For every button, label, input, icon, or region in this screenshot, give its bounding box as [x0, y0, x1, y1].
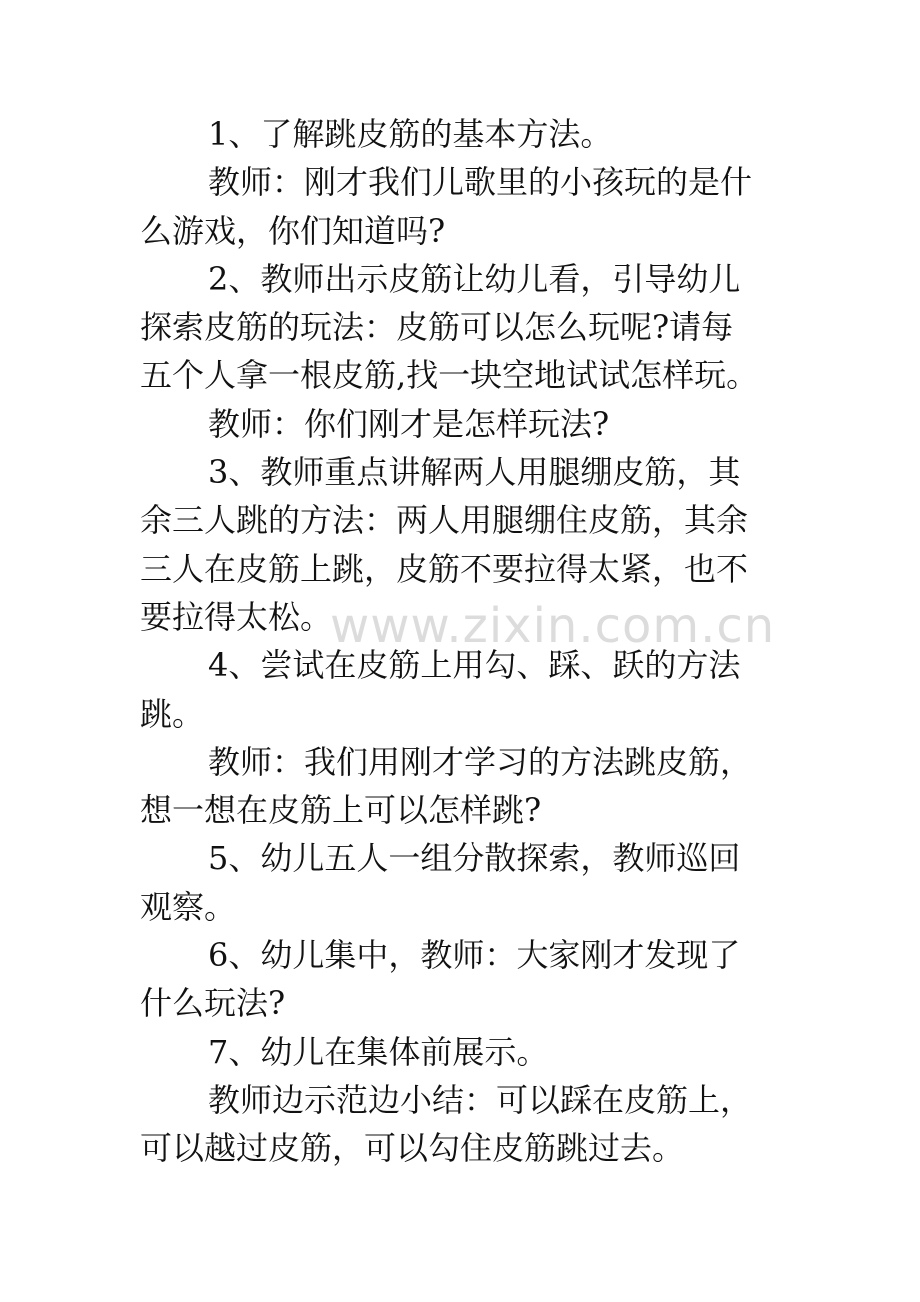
text-line: 教师：你们刚才是怎样玩法? — [208, 404, 610, 443]
text-line: 教师：我们用刚才学习的方法跳皮筋， — [208, 742, 753, 781]
text-line: 要拉得太松。 — [140, 597, 333, 636]
text-line: 什么玩法? — [140, 984, 286, 1023]
text-line: 2、教师出示皮筋让幼儿看，引导幼儿 — [208, 259, 741, 298]
text-line: 5、幼儿五人一组分散探索，教师巡回 — [208, 839, 741, 878]
text-line: 4、尝试在皮筋上用勾、踩、跃的方法 — [208, 646, 741, 685]
text-line: 观察。 — [140, 887, 237, 926]
text-line: 么游戏，你们知道吗? — [140, 211, 446, 250]
text-line: 3、教师重点讲解两人用腿绷皮筋，其 — [208, 453, 741, 492]
text-line: 1、了解跳皮筋的基本方法。 — [208, 115, 613, 153]
text-line: 跳。 — [140, 694, 205, 733]
text-line: 6、幼儿集中，教师：大家刚才发现了 — [208, 936, 741, 975]
document-body — [140, 110, 790, 1173]
text-line: 7、幼儿在集体前展示。 — [208, 1032, 549, 1071]
text-line: 教师：刚才我们儿歌里的小孩玩的是什 — [208, 163, 753, 202]
text-line: 探索皮筋的玩法：皮筋可以怎么玩呢?请每 — [140, 308, 734, 347]
text-line: 可以越过皮筋，可以勾住皮筋跳过去。 — [140, 1129, 685, 1168]
text-line: 余三人跳的方法：两人用腿绷住皮筋，其余 — [140, 501, 749, 540]
text-line: 三人在皮筋上跳，皮筋不要拉得太紧，也不 — [140, 549, 749, 588]
text-line: 想一想在皮筋上可以怎样跳? — [140, 791, 542, 830]
text-line: 五个人拿一根皮筋,找一块空地试试怎样玩。 — [140, 356, 759, 395]
text-line: 教师边示范边小结：可以踩在皮筋上， — [208, 1080, 753, 1119]
watermark: www.zixin.com.cn — [330, 598, 776, 654]
